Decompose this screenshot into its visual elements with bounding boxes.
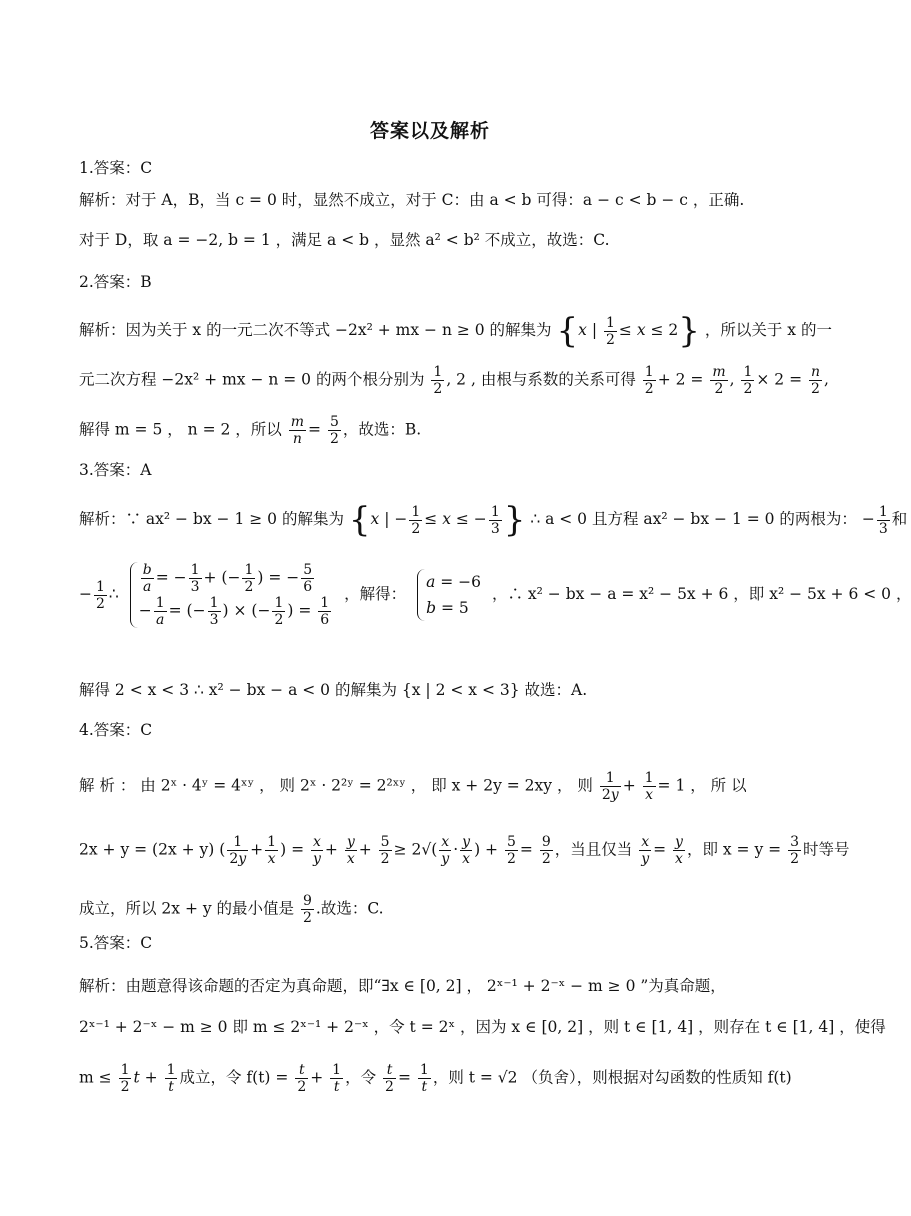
q2-text: ，所以关于 x 的一 [704,321,832,339]
q3-analysis-line-3: 解得 2 < x < 3 ∴ x² − bx − a < 0 的解集为 {x | 2 < x < 3} 故选：A. [79,681,588,699]
q4-text: 成立，所以 2x + y 的最小值是 [79,899,295,918]
page-title: 答案以及解析 [369,120,490,142]
q1-answer: 1.答案：C [79,159,153,177]
set-brace: { [556,311,579,351]
q4-analysis-line-2: 2x + y = (2x + y) ( $\frac{1}{2y}$ + $\frac{1}{x}$ ) = $\frac{x}{y}$ + $\frac{y}{x}$ + $\frac{5}{2}$ ≥ 2√( $\frac{x}{y}$ · $\frac{y}{x}$ ) + $\frac{5}{2}$ = $\frac{9}{2}$ ，当且仅当 $\frac{x}{y}$ = $\frac{y}{x}$ ，即 x = y = $\frac{3}{2}$ 时等号 [79,834,850,867]
q2-text: , 2 , 由根与系数的关系可得 [446,370,636,389]
q4-text: 2x + y = (2x + y) [79,840,215,859]
q5-text: ，令 [345,1068,377,1087]
q3-analysis-line-2: − $\frac{1}{2}$ ∴ $\frac{b}{a}$ = − $\frac{1}{3}$ + (− $\frac{1}{2}$ ) = − $\frac{5}{6}$ − $\frac{1}{a}$ = (− $\frac{1}{3}$ ) × (− $\frac{1}{2}$ ) = $\frac{1}{6}$ ，解得： a = −6 b = 5 ，∴ x² − bx − a = x² − 5x + 6 ，即 x² − 5x + 6 < 0 ， [79,562,911,628]
q2-answer: 2.答案：B [79,273,152,291]
q1-analysis-line-2: 对于 D，取 a = −2, b = 1 ，满足 a < b ，显然 a² < b² 不成立，故选：C. [79,231,610,249]
fraction: $\frac{1}{2}$ [605,314,615,348]
q2-text: ，故选：B. [342,420,422,439]
q2-text: 解析：因为关于 x 的一元二次不等式 −2x² + mx − n ≥ 0 的解集为 [79,321,552,339]
q4-text: ，当且仅当 [554,840,633,859]
q3-text: 和 [891,510,908,528]
q5-answer: 5.答案：C [79,934,153,952]
q2-analysis-line-1: 解析：因为关于 x 的一元二次不等式 −2x² + mx − n ≥ 0 的解集为 {x | $\frac{1}{2}$ ≤ x ≤ 2} ，所以关于 x 的一 [79,311,832,351]
q1-analysis-line-1: 解析：对于 A，B，当 c = 0 时，显然不成立，对于 C：由 a < b 可得：a − c < b − c ，正确. [79,191,745,209]
q4-analysis-line-3: 成立，所以 2x + y 的最小值是 $\frac{9}{2}$ .故选：C. [79,893,384,926]
q2-analysis-line-2: 元二次方程 −2x² + mx − n = 0 的两个根分别为 $\frac{1}{2}$ , 2 , 由根与系数的关系可得 $\frac{1}{2}$ + 2 = $\frac{m}{2}$ , $\frac{1}{2}$ × 2 = $\frac{n}{2}$ , [79,364,829,397]
q5-analysis-line-2: 2ˣ⁻¹ + 2⁻ˣ − m ≥ 0 即 m ≤ 2ˣ⁻¹ + 2⁻ˣ ，令 t = 2ˣ ，因为 x ∈ [0, 2] ，则 t ∈ [1, 4] ，则存在 t ∈ [1, 4] ，使得 [79,1018,886,1036]
q3-text: 解析：∵ ax² − bx − 1 ≥ 0 的解集为 [79,510,344,528]
q5-analysis-line-3: m ≤ $\frac{1}{2}$ t + $\frac{1}{t}$ 成立，令 f(t) = $\frac{t}{2}$ + $\frac{1}{t}$ ，令 $\frac{t}{2}$ = $\frac{1}{t}$ ，则 t = √2 （负舍），则根据对勾函数的性质知 f(t) [79,1062,792,1095]
q4-text: 解 析 ： 由 2ˣ · 4ʸ = 4ˣʸ ， 则 2ˣ · 2²ʸ = 2²ˣʸ ， 即 x + 2y = 2xy ， 则 [79,776,593,795]
equation-system: $\frac{b}{a}$ = − $\frac{1}{3}$ + (− $\frac{1}{2}$ ) = − $\frac{5}{6}$ − $\frac{1}{a}$ = (− $\frac{1}{3}$ ) × (− $\frac{1}{2}$ ) = $\frac{1}{6}$ [130,562,333,628]
q4-answer: 4.答案：C [79,721,153,739]
q4-text: ， 所 以 [690,776,747,795]
q3-text: ∴ a < 0 且方程 ax² − bx − 1 = 0 的两根为： [530,510,857,528]
q4-analysis-line-1: 解 析 ： 由 2ˣ · 4ʸ = 4ˣʸ ， 则 2ˣ · 2²ʸ = 2²ˣʸ ， 即 x + 2y = 2xy ， 则 $\frac{1}{2y}$ + $\frac{1}{x}$ = 1 ， 所 以 [79,770,747,803]
q3-analysis-line-1: 解析：∵ ax² − bx − 1 ≥ 0 的解集为 {x | − $\frac{1}{2}$ ≤ x ≤ − $\frac{1}{3}$ } ∴ a < 0 且方程 ax² − bx − 1 = 0 的两根为： − $\frac{1}{3}$ 和 [79,500,908,540]
q5-text: ，则 t = √2 （负舍），则根据对勾函数的性质知 f(t) [432,1068,792,1087]
q4-text: ，即 x = y = [686,840,782,859]
q2-text: 元二次方程 −2x² + mx − n = 0 的两个根分别为 [79,370,425,389]
q4-text: .故选：C. [315,899,384,918]
q5-analysis-line-1: 解析：由题意得该命题的否定为真命题，即“∃x ∈ [0, 2] ， 2ˣ⁻¹ + 2⁻ˣ − m ≥ 0 ”为真命题， [79,977,726,995]
q5-text: m ≤ [79,1068,112,1087]
q3-answer: 3.答案：A [79,461,152,479]
q2-analysis-line-3: 解得 m = 5 ， n = 2 ，所以 $\frac{m}{n}$ = $\frac{5}{2}$ ，故选：B. [79,414,422,447]
q3-text: ，解得： [344,585,407,603]
solution-system: a = −6 b = 5 [417,569,481,621]
q4-text: 时等号 [803,840,850,859]
q5-text: 成立，令 f(t) = [179,1068,289,1087]
q2-text: 解得 m = 5 ， n = 2 ，所以 [79,420,282,439]
q3-text: ，∴ x² − bx − a = x² − 5x + 6 ，即 x² − 5x + 6 < 0 ， [491,585,911,603]
